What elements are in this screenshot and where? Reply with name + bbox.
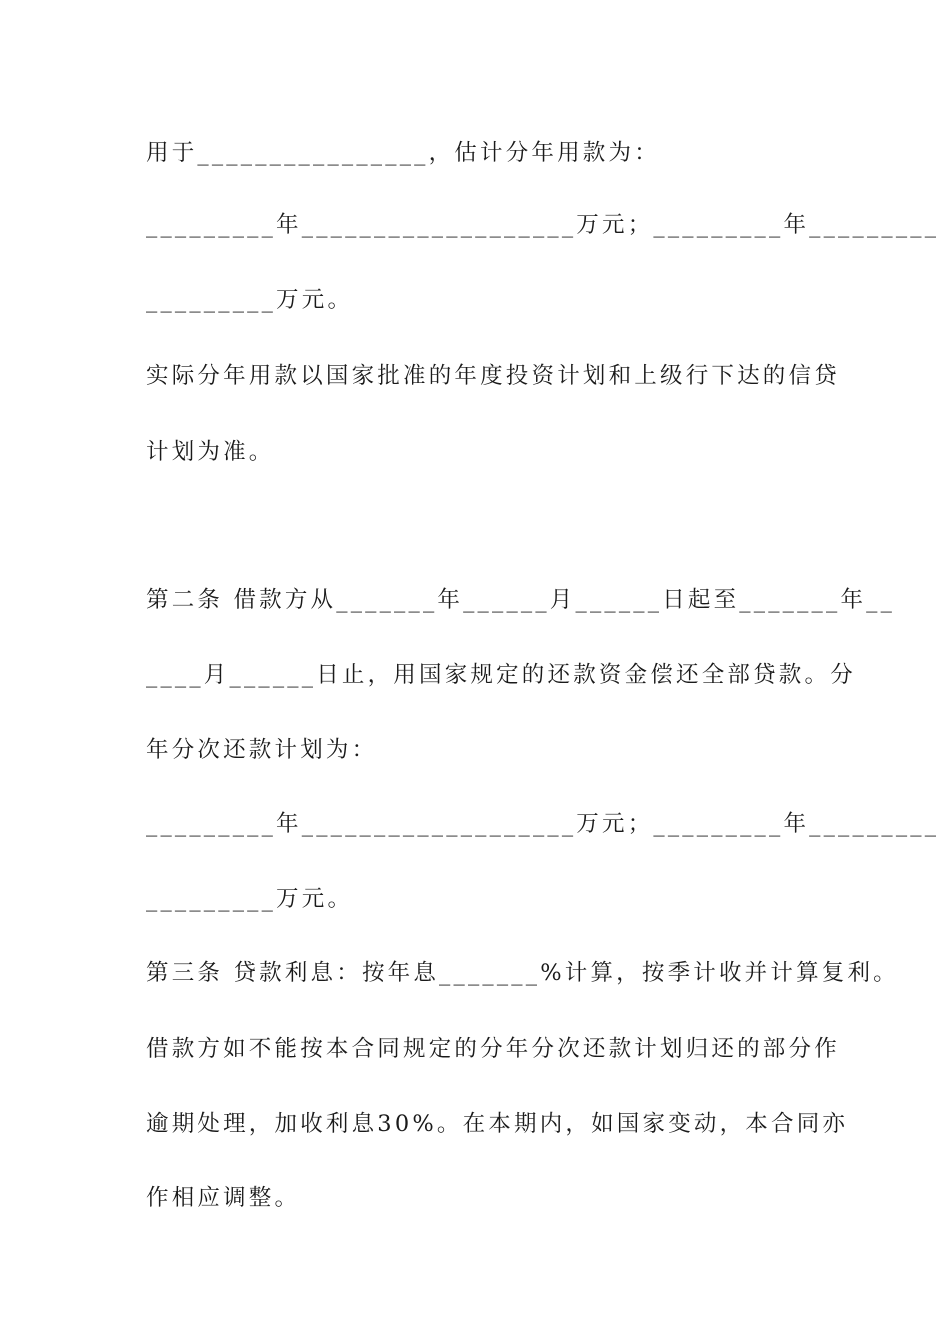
text-line-actual-usage-cont: 计划为准。 (146, 439, 275, 465)
text-line-repayment-plan: 年分次还款计划为： (146, 737, 378, 763)
text-line-article-three: 第三条 贷款利息：按年息_______%计算，按季计收并计算复利。 (146, 960, 899, 986)
text-line-annual-usage-cont: _________万元。 (146, 287, 354, 313)
text-line-adjustment: 作相应调整。 (146, 1185, 301, 1211)
text-line-repayment-annual-cont: _________万元。 (146, 886, 354, 912)
text-line-overdue-interest: 逾期处理，加收利息30%。在本期内，如国家变动，本合同亦 (146, 1111, 849, 1137)
text-line-article-two: 第二条 借款方从_______年______月______日起至_______年__ (146, 587, 896, 613)
text-line-overdue: 借款方如不能按本合同规定的分年分次还款计划归还的部分作 (146, 1036, 840, 1062)
text-line-annual-usage: _________年___________________万元；_________年_________ (146, 212, 940, 238)
text-line-article-two-cont: ____月______日止，用国家规定的还款资金偿还全部贷款。分 (146, 662, 856, 688)
text-line-repayment-annual: _________年___________________万元；_________年_________ (146, 811, 940, 837)
text-line-purpose: 用于________________，估计分年用款为： (146, 140, 660, 166)
text-line-actual-usage: 实际分年用款以国家批准的年度投资计划和上级行下达的信贷 (146, 363, 840, 389)
